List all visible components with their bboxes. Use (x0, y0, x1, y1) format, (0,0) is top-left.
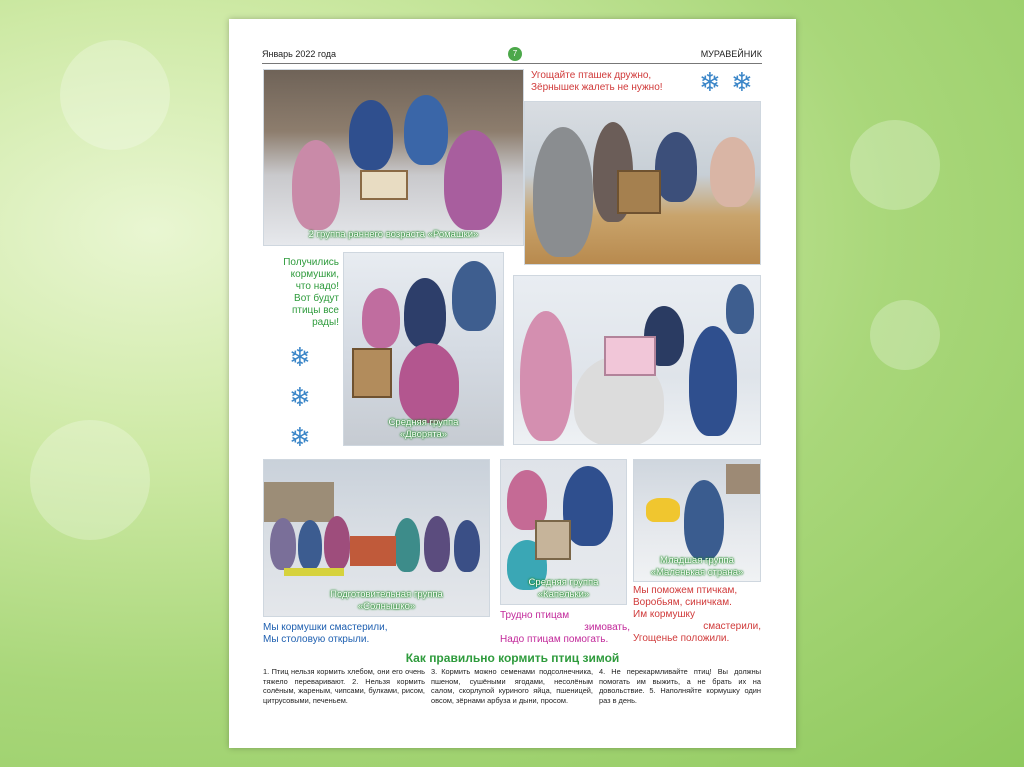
bench (284, 568, 344, 576)
tips-column-2: 3. Кормить можно семенами подсолнечника, пшеном, сушёными ягодами, несолёным салом, скорлупой куриного яйца, пшеницей, овсом, зёрнами арбуза и дыни, просом. (431, 667, 593, 705)
bokeh-light (30, 420, 150, 540)
child-figure (454, 520, 480, 572)
bokeh-light (850, 120, 940, 210)
child-figure (298, 520, 322, 570)
header-divider (262, 63, 762, 64)
verse-bottom-middle (500, 610, 630, 646)
child-figure (452, 261, 496, 331)
verse-line: что надо! (295, 281, 339, 292)
child-figure (349, 100, 393, 170)
child-figure (520, 311, 572, 441)
verse-line: Трудно птицам (500, 610, 570, 621)
bokeh-light (870, 300, 940, 370)
newspaper-page (229, 19, 796, 748)
child-figure (684, 480, 724, 560)
verse-line: Мы столовую открыли. (263, 634, 370, 645)
bokeh-light (60, 40, 170, 150)
child-figure (444, 130, 502, 230)
bird-feeder (535, 520, 571, 560)
photo-solnyshko (263, 459, 490, 617)
verse-line: Вот будут (294, 293, 339, 304)
magazine-title: МУРАВЕЙНИК (700, 49, 762, 59)
bird-feeder (617, 170, 661, 214)
child-figure (324, 516, 350, 570)
verse-line: Надо птицам помогать. (500, 634, 609, 645)
building (726, 464, 761, 494)
verse-line: птицы все (291, 305, 339, 316)
verse-line: Угощенье положили. (633, 633, 730, 644)
verse-line: Зёрнышек жалеть не нужно! (531, 82, 663, 93)
verse-line: Угощайте пташек дружно, (531, 70, 652, 81)
verse-line: Мы кормушки смастерили, (263, 622, 388, 633)
child-figure (404, 95, 448, 165)
photo-caption: Подготовительная группа «Солнышко» (330, 589, 443, 612)
child-figure (533, 127, 593, 257)
tips-column-3: 4. Не перекармливайте птиц! Вы должны помогать им выжить, а не брать их на довольствие. 5. Наполняйте кормушку один раз в день. (599, 667, 761, 705)
bird-feeder (352, 348, 392, 398)
verse-line: Им кормушку (633, 609, 695, 620)
child-figure (710, 137, 755, 207)
child-figure (399, 343, 459, 423)
photo-kapelki (500, 459, 627, 605)
bird-feeder (360, 170, 408, 200)
child-figure (424, 516, 450, 572)
photo-caption: Средняя группа «Дворята» (388, 417, 459, 440)
page-number: 7 (508, 47, 522, 61)
photo-romashki (263, 69, 524, 246)
child-figure (270, 518, 296, 570)
building (264, 482, 334, 522)
photo-malenkaya-strana (633, 459, 761, 582)
verse-bottom-right (633, 585, 761, 645)
photo-dvoryata (343, 252, 504, 446)
verse-line: Мы поможем птичкам, (633, 585, 738, 596)
child-figure (404, 278, 446, 348)
photo-snow-group (513, 275, 761, 445)
verse-bottom-left (263, 622, 443, 646)
snowflake-icon: ❄ (699, 67, 721, 97)
verse-line: рады! (312, 317, 339, 328)
verse-line: Воробьям, синичкам. (633, 597, 732, 608)
verse-line: Получились (283, 257, 339, 268)
child-figure (292, 140, 340, 230)
child-figure (655, 132, 697, 202)
snowflake-icon: ❄ (731, 67, 753, 97)
verse-line: смастерили, (703, 621, 761, 632)
page-header (262, 49, 762, 63)
verse-line: кормушки, (290, 269, 339, 280)
child-figure (726, 284, 754, 334)
tips-title: Как правильно кормить птиц зимой (405, 651, 620, 665)
verse-line: зимовать, (584, 622, 630, 633)
photo-caption: 2 группа раннего возраста «Ромашки» (308, 229, 479, 240)
child-figure (689, 326, 737, 436)
snowflake-icon: ❄ (289, 382, 311, 412)
photo-caption: Младшая группа «Маленькая страна» (650, 555, 744, 578)
child-figure (362, 288, 400, 348)
issue-date: Январь 2022 года (262, 49, 337, 59)
bird-feeder (604, 336, 656, 376)
verse-top-right (531, 70, 681, 94)
verse-left-middle (263, 257, 339, 329)
child-figure (394, 518, 420, 572)
photo-table-feeder (524, 101, 761, 265)
tips-column-1: 1. Птиц нельзя кормить хлебом, они его очень тяжело переваривают. 2. Нельзя кормить солёным, жареным, чипсами, булками, рисом, цитрусовыми, печеньем. (263, 667, 425, 705)
yellow-toy (646, 498, 680, 522)
photo-caption: Средняя группа «Капельки» (528, 577, 599, 600)
feeder-table (350, 536, 396, 566)
snowflake-icon: ❄ (289, 422, 311, 452)
snowflake-icon: ❄ (289, 342, 311, 372)
